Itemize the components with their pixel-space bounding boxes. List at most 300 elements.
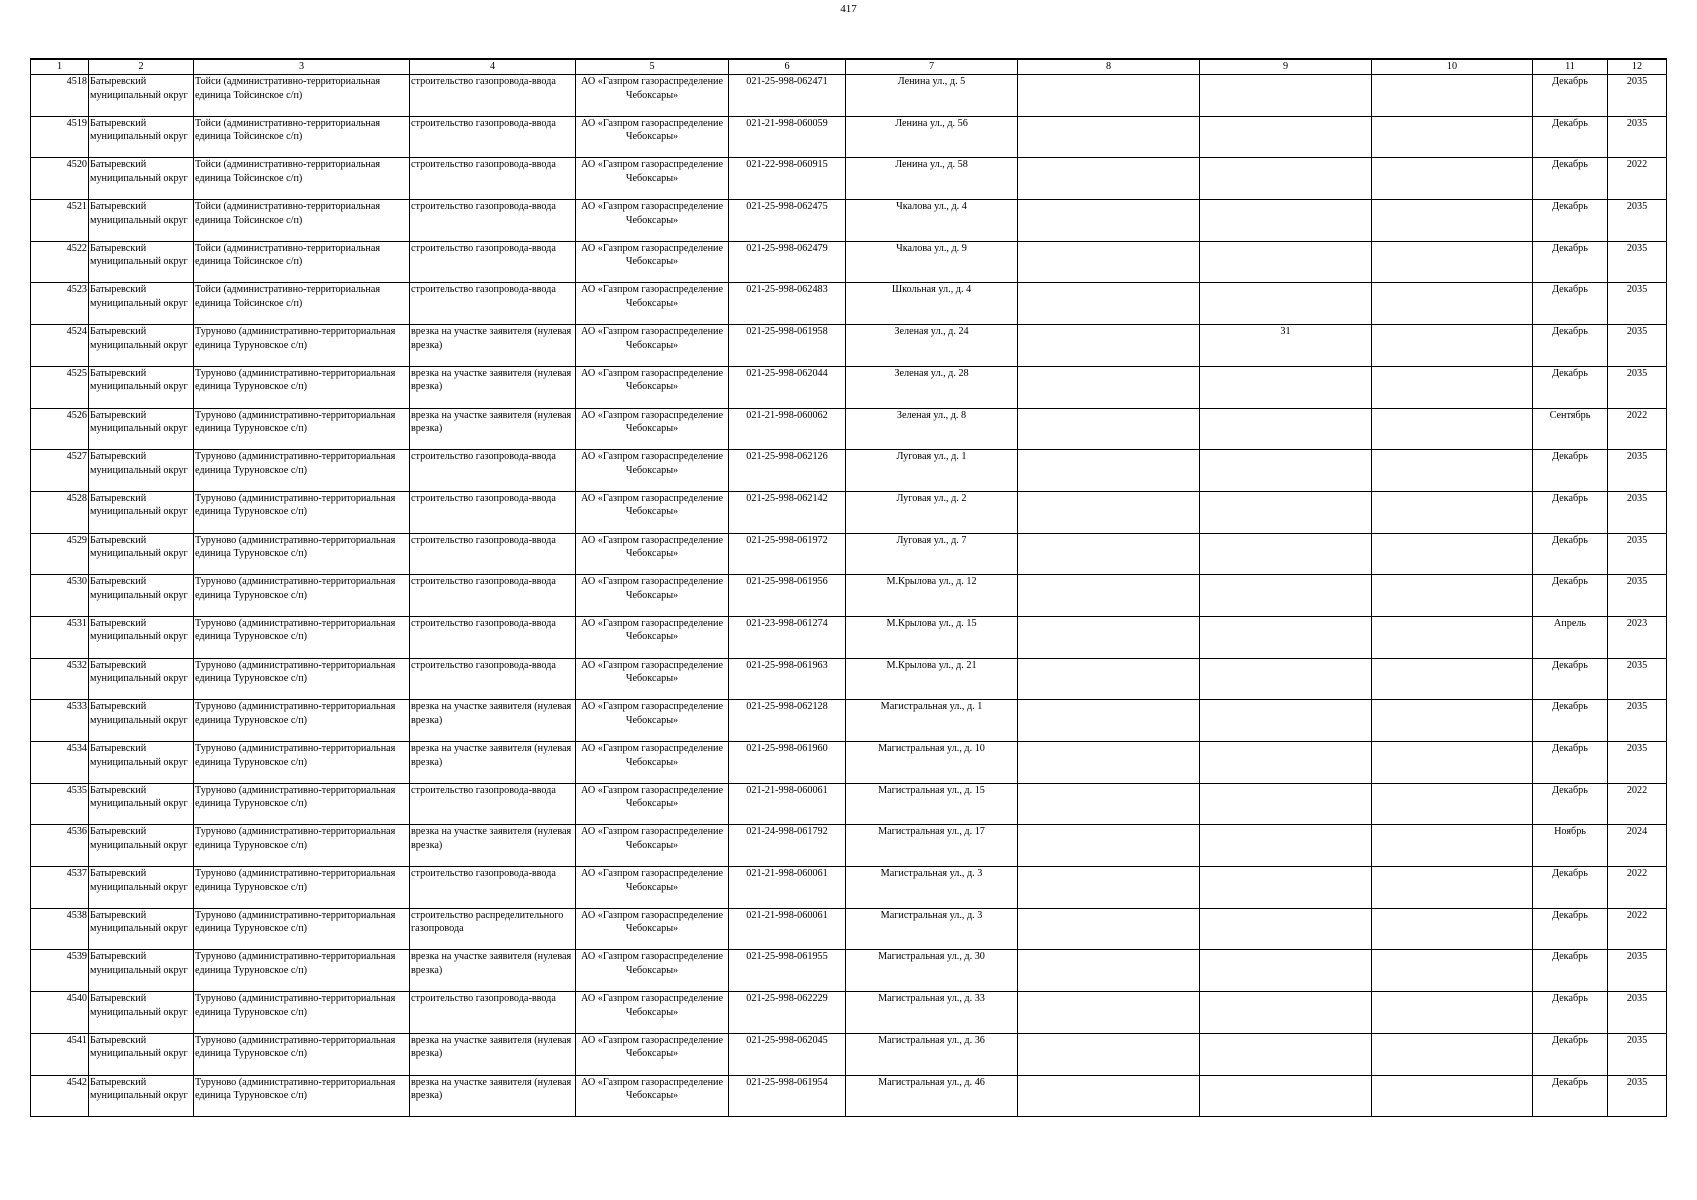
settlement-cell-text: Туруново (административно-территориальная единица Туруновское с/п) [195,576,396,601]
district-cell [89,950,194,992]
column-8-cell [1018,950,1200,992]
settlement-cell-text: Тойси (административно-территориальная единица Тойсинское с/п) [195,76,381,101]
settlement-cell-text: Туруново (административно-территориальная единица Туруновское с/п) [195,909,396,935]
work-type-cell [410,700,576,742]
column-10-cell-text [1373,867,1531,907]
organization-cell-text: АО «Газпром газораспределение Чебоксары» [580,76,724,101]
month-cell [1533,158,1608,200]
column-header-8: 8 [1018,59,1200,75]
table-row [31,325,1667,367]
table-row [31,241,1667,283]
settlement-cell-text: Туруново (административно-территориальная единица Туруновское с/п) [195,993,396,1018]
work-type-cell [410,1075,576,1117]
object-code-cell [729,700,846,742]
month-cell [1533,366,1608,408]
settlement-cell [194,75,410,117]
object-code-cell [729,1075,846,1117]
row-number-cell-text: 4531 [66,617,87,629]
column-10-cell [1372,1033,1533,1075]
column-9-cell-text [1201,909,1370,949]
month-cell [1533,491,1608,533]
row-number-cell-text: 4530 [66,576,87,588]
column-9-cell-text [1201,409,1370,449]
year-cell-text: 2035 [1626,451,1648,463]
month-cell-text: Сентябрь [1549,409,1591,421]
column-8-cell-text [1019,242,1198,282]
work-type-cell [410,783,576,825]
district-cell [89,158,194,200]
column-10-cell [1372,950,1533,992]
month-cell-text: Декабрь [1552,367,1588,379]
settlement-cell [194,241,410,283]
district-cell [89,450,194,492]
year-cell [1608,241,1667,283]
address-cell [846,200,1018,242]
object-code-cell [729,616,846,658]
district-cell [89,825,194,867]
settlement-cell [194,450,410,492]
column-10-cell-text [1373,534,1531,574]
work-type-cell [410,575,576,617]
column-8-cell-text [1019,117,1198,157]
column-8-cell-text [1019,992,1198,1032]
table-row [31,700,1667,742]
district-cell [89,1033,194,1075]
address-cell [846,867,1018,909]
settlement-cell-text: Тойси (административно-территориальная единица Тойсинское с/п) [195,159,381,184]
district-cell [89,658,194,700]
address-cell-text: Магистральная ул., д. 10 [878,743,985,754]
organization-cell-text: АО «Газпром газораспределение Чебоксары» [580,784,724,810]
column-9-cell-text [1201,117,1370,157]
address-cell-text: Школьная ул., д. 4 [891,284,972,296]
work-type-cell [410,533,576,575]
year-cell [1608,825,1667,867]
district-cell-text: Батыревский муниципальный округ [90,1034,188,1060]
organization-cell-text: АО «Газпром газораспределение Чебоксары» [580,409,724,434]
column-9-cell-text [1201,200,1370,240]
row-number-cell-text: 4533 [66,701,87,713]
column-8-cell-text [1019,409,1198,449]
organization-cell [576,950,729,992]
month-cell [1533,200,1608,242]
settlement-cell [194,575,410,617]
column-10-cell [1372,325,1533,367]
organization-cell [576,325,729,367]
year-cell-text: 2035 [1626,117,1648,129]
year-cell [1608,616,1667,658]
settlement-cell [194,616,410,658]
object-code-cell-text: 021-21-998-060061 [746,868,828,880]
column-8-cell [1018,992,1200,1034]
organization-cell [576,241,729,283]
column-10-cell-text [1373,117,1531,157]
month-cell [1533,867,1608,909]
work-type-cell-text: строительство газопровода-ввода [411,201,556,213]
organization-cell [576,116,729,158]
month-cell [1533,283,1608,325]
column-8-cell [1018,1075,1200,1117]
work-type-cell-text: врезка на участке заявителя (нулевая врезка) [411,1034,572,1060]
work-type-cell [410,116,576,158]
column-8-cell-text [1019,534,1198,574]
object-code-cell-text: 021-25-998-061954 [746,1076,828,1088]
row-number-cell [31,408,89,450]
column-9-cell [1200,325,1372,367]
column-9-cell [1200,116,1372,158]
row-number-cell-text: 4537 [66,868,87,880]
address-cell-text: Ленина ул., д. 56 [895,117,968,129]
table-row [31,408,1667,450]
column-9-cell-text [1201,950,1370,990]
object-code-cell [729,658,846,700]
address-cell-text: Магистральная ул., д. 3 [880,909,983,921]
organization-cell-text: АО «Газпром газораспределение Чебоксары» [580,951,724,976]
address-cell [846,908,1018,950]
column-header-10: 10 [1372,59,1533,75]
column-9-cell-text [1201,158,1370,198]
column-8-cell [1018,408,1200,450]
year-cell-text: 2035 [1626,76,1648,87]
column-9-cell [1200,241,1372,283]
district-cell-text: Батыревский муниципальный округ [90,242,188,268]
column-header-2: 2 [89,59,194,75]
column-header-3: 3 [194,59,410,75]
year-cell [1608,408,1667,450]
row-number-cell [31,283,89,325]
address-cell-text: Магистральная ул., д. 1 [880,701,983,713]
settlement-cell [194,158,410,200]
organization-cell-text: АО «Газпром газораспределение Чебоксары» [580,534,724,560]
organization-cell [576,992,729,1034]
organization-cell [576,575,729,617]
object-code-cell [729,158,846,200]
settlement-cell [194,783,410,825]
district-cell [89,575,194,617]
address-cell [846,75,1018,117]
column-10-cell [1372,1075,1533,1117]
column-9-cell-text: 31 [1280,326,1291,338]
row-number-cell [31,783,89,825]
month-cell [1533,783,1608,825]
row-number-cell-text: 4527 [66,451,87,463]
object-code-cell [729,325,846,367]
address-cell-text: Луговая ул., д. 2 [896,492,967,504]
column-10-cell-text [1373,700,1531,740]
settlement-cell [194,867,410,909]
object-code-cell [729,200,846,242]
column-8-cell-text [1019,325,1198,365]
work-type-cell-text: строительство распределительного газопровода [411,909,564,935]
column-10-cell-text [1373,825,1531,865]
row-number-cell [31,241,89,283]
work-type-cell-text: строительство газопровода-ввода [411,617,556,629]
month-cell [1533,450,1608,492]
settlement-cell [194,533,410,575]
district-cell [89,366,194,408]
column-8-cell-text [1019,283,1198,323]
district-cell-text: Батыревский муниципальный округ [90,701,188,726]
year-cell-text: 2035 [1626,492,1648,504]
table-row [31,867,1667,909]
column-10-cell-text [1373,659,1531,699]
column-8-cell [1018,283,1200,325]
column-9-cell-text [1201,75,1370,115]
address-cell [846,783,1018,825]
column-10-cell [1372,575,1533,617]
row-number-cell [31,908,89,950]
work-type-cell [410,742,576,784]
address-cell [846,616,1018,658]
settlement-cell [194,116,410,158]
work-type-cell [410,1033,576,1075]
settlement-cell-text: Туруново (административно-территориальная единица Туруновское с/п) [195,1076,396,1101]
month-cell-text: Декабрь [1552,492,1588,504]
year-cell-text: 2035 [1626,1034,1648,1046]
object-code-cell [729,533,846,575]
column-9-cell [1200,491,1372,533]
work-type-cell [410,408,576,450]
column-10-cell-text [1373,909,1531,949]
column-9-cell-text [1201,1076,1370,1116]
work-type-cell [410,200,576,242]
table-row [31,1075,1667,1117]
column-8-cell-text [1019,909,1198,949]
table-row [31,992,1667,1034]
column-8-cell-text [1019,1076,1198,1116]
row-number-cell [31,950,89,992]
organization-cell [576,658,729,700]
district-cell [89,283,194,325]
row-number-cell-text: 4534 [66,743,87,754]
column-9-cell-text [1201,617,1370,657]
organization-cell-text: АО «Газпром газораспределение Чебоксары» [580,993,724,1018]
year-cell-text: 2035 [1626,367,1648,379]
year-cell [1608,658,1667,700]
work-type-cell-text: врезка на участке заявителя (нулевая врезка) [411,1076,572,1101]
month-cell-text: Декабрь [1552,784,1588,796]
object-code-cell [729,366,846,408]
column-8-cell [1018,158,1200,200]
year-cell [1608,283,1667,325]
address-cell [846,450,1018,492]
organization-cell-text: АО «Газпром газораспределение Чебоксары» [580,492,724,518]
settlement-cell [194,325,410,367]
district-cell [89,700,194,742]
row-number-cell [31,200,89,242]
object-code-cell-text: 021-21-998-060061 [746,909,828,921]
column-10-cell-text [1373,950,1531,990]
district-cell-text: Батыревский муниципальный округ [90,659,188,685]
organization-cell-text: АО «Газпром газораспределение Чебоксары» [580,117,724,143]
organization-cell [576,1075,729,1117]
settlement-cell [194,992,410,1034]
organization-cell-text: АО «Газпром газораспределение Чебоксары» [580,242,724,268]
object-code-cell [729,575,846,617]
column-header-4: 4 [410,59,576,75]
column-9-cell-text [1201,659,1370,699]
table-row [31,450,1667,492]
district-cell-text: Батыревский муниципальный округ [90,201,188,226]
column-9-cell [1200,616,1372,658]
district-cell-text: Батыревский муниципальный округ [90,951,188,976]
column-8-cell-text [1019,700,1198,740]
work-type-cell-text: строительство газопровода-ввода [411,242,556,254]
settlement-cell-text: Туруново (административно-территориальная единица Туруновское с/п) [195,951,396,976]
table-row [31,200,1667,242]
column-10-cell [1372,908,1533,950]
month-cell [1533,116,1608,158]
column-8-cell [1018,825,1200,867]
settlement-cell [194,200,410,242]
work-type-cell [410,241,576,283]
month-cell [1533,325,1608,367]
column-10-cell [1372,700,1533,742]
column-9-cell [1200,992,1372,1034]
address-cell [846,241,1018,283]
work-type-cell [410,825,576,867]
organization-cell-text: АО «Газпром газораспределение Чебоксары» [580,284,724,309]
column-9-cell [1200,158,1372,200]
column-8-cell [1018,200,1200,242]
object-code-cell-text: 021-25-998-062479 [746,242,828,254]
district-cell [89,241,194,283]
work-type-cell-text: врезка на участке заявителя (нулевая врезка) [411,326,572,351]
object-code-cell-text: 021-25-998-061958 [746,326,828,338]
district-cell-text: Батыревский муниципальный округ [90,492,188,518]
column-header-7: 7 [846,59,1018,75]
column-10-cell [1372,408,1533,450]
column-10-cell-text [1373,409,1531,449]
district-cell-text: Батыревский муниципальный округ [90,326,188,351]
settlement-cell-text: Туруново (административно-территориальная единица Туруновское с/п) [195,784,396,810]
object-code-cell-text: 021-21-998-060059 [746,117,828,129]
district-cell-text: Батыревский муниципальный округ [90,409,188,434]
month-cell-text: Декабрь [1552,326,1588,338]
district-cell [89,867,194,909]
column-10-cell-text [1373,450,1531,490]
settlement-cell-text: Туруново (административно-территориальная единица Туруновское с/п) [195,617,396,643]
work-type-cell-text: строительство газопровода-ввода [411,451,556,463]
settlement-cell-text: Туруново (административно-территориальная единица Туруновское с/п) [195,451,396,476]
work-type-cell [410,867,576,909]
work-type-cell-text: строительство газопровода-ввода [411,76,556,87]
year-cell [1608,742,1667,784]
object-code-cell-text: 021-23-998-061274 [746,617,828,629]
work-type-cell [410,158,576,200]
work-type-cell-text: строительство газопровода-ввода [411,159,556,171]
year-cell-text: 2022 [1626,909,1648,921]
month-cell-text: Декабрь [1552,701,1588,713]
column-8-cell-text [1019,1034,1198,1074]
table-body [31,75,1667,1117]
object-code-cell [729,491,846,533]
column-header-9: 9 [1200,59,1372,75]
address-cell-text: Магистральная ул., д. 33 [878,993,985,1005]
object-code-cell-text: 021-25-998-061963 [746,659,828,671]
row-number-cell-text: 4538 [66,909,87,921]
column-8-cell [1018,616,1200,658]
work-type-cell-text: строительство газопровода-ввода [411,492,556,504]
work-type-cell [410,283,576,325]
settlement-cell [194,1033,410,1075]
column-8-cell [1018,575,1200,617]
organization-cell-text: АО «Газпром газораспределение Чебоксары» [580,617,724,643]
object-code-cell-text: 021-22-998-060915 [746,159,828,171]
organization-cell [576,533,729,575]
row-number-cell [31,1075,89,1117]
object-code-cell [729,992,846,1034]
month-cell-text: Декабрь [1552,76,1588,87]
row-number-cell [31,116,89,158]
organization-cell-text: АО «Газпром газораспределение Чебоксары» [580,868,724,893]
district-cell [89,200,194,242]
column-8-cell-text [1019,742,1198,782]
month-cell [1533,75,1608,117]
object-code-cell [729,950,846,992]
district-cell-text: Батыревский муниципальный округ [90,576,188,601]
organization-cell-text: АО «Газпром газораспределение Чебоксары» [580,367,724,393]
column-8-cell-text [1019,659,1198,699]
column-10-cell-text [1373,1034,1531,1074]
district-cell [89,742,194,784]
column-8-cell-text [1019,75,1198,115]
column-9-cell-text [1201,492,1370,532]
column-10-cell [1372,533,1533,575]
address-cell [846,992,1018,1034]
year-cell-text: 2035 [1626,201,1648,213]
month-cell [1533,658,1608,700]
year-cell [1608,491,1667,533]
settlement-cell [194,950,410,992]
object-code-cell-text: 021-24-998-061792 [746,826,828,838]
row-number-cell-text: 4519 [66,117,87,129]
row-number-cell-text: 4535 [66,784,87,796]
object-code-cell-text: 021-21-998-060061 [746,784,828,796]
organization-cell-text: АО «Газпром газораспределение Чебоксары» [580,576,724,601]
object-code-cell-text: 021-25-998-061956 [746,576,828,588]
row-number-cell [31,867,89,909]
settlement-cell-text: Тойси (административно-территориальная единица Тойсинское с/п) [195,117,381,143]
column-9-cell [1200,700,1372,742]
column-9-cell-text [1201,1034,1370,1074]
column-10-cell-text [1373,242,1531,282]
object-code-cell [729,116,846,158]
row-number-cell [31,450,89,492]
column-9-cell-text [1201,742,1370,782]
settlement-cell-text: Туруново (административно-территориальная единица Туруновское с/п) [195,326,396,351]
column-9-cell-text [1201,367,1370,407]
settlement-cell [194,491,410,533]
row-number-cell-text: 4540 [66,993,87,1005]
object-code-cell [729,450,846,492]
object-code-cell [729,742,846,784]
column-9-cell [1200,950,1372,992]
column-9-cell-text [1201,534,1370,574]
work-type-cell [410,75,576,117]
object-code-cell-text: 021-25-998-062142 [746,492,828,504]
table-row [31,575,1667,617]
column-10-cell [1372,283,1533,325]
year-cell [1608,700,1667,742]
row-number-cell-text: 4536 [66,826,87,838]
work-type-cell-text: строительство газопровода-ввода [411,993,556,1005]
month-cell-text: Декабрь [1552,909,1588,921]
address-cell [846,700,1018,742]
month-cell [1533,1033,1608,1075]
column-10-cell [1372,867,1533,909]
settlement-cell-text: Туруново (административно-территориальная единица Туруновское с/п) [195,534,396,560]
